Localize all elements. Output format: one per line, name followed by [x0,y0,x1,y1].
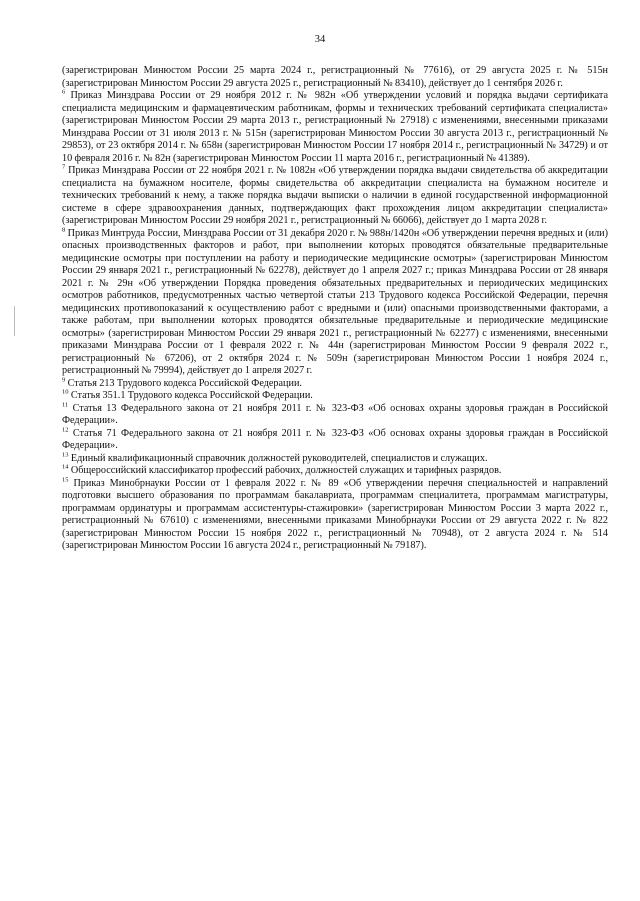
footnote-text: Общероссийский классификатор профессий рабочих, должностей служащих и тарифных разрядов. [70,465,502,476]
footnote-marker: 7 [62,163,66,171]
footnote-13 [62,453,608,466]
footnote-text: Приказ Минобрнауки России от 1 февраля 2022 г. № 89 «Об утверждении перечня специальностей и направлений подготовки высшего образования по программам бакалавриата, программам специалитета, программам магистратуры, программам ординатуры и программам ассистентуры-стажировки» (зарегистрирован Минюстом России 3 марта 2022 г., регистрационный № 67610) с изменениями, внесенными приказами Минобрнауки России от 29 августа 2022 г. № 822 (зарегистрирован Минюстом России 15 ноября 2022 г., регистрационный № 70948), от 2 августа 2024 г. № 514 (зарегистрирован Минюстом России 16 августа 2024 г., регистрационный № 79187). [62,477,608,551]
footnote-11 [62,403,608,428]
footnote-6 [62,90,608,165]
footnote-8 [62,228,608,378]
footnote-marker: 11 [62,401,69,409]
footnote-marker: 13 [62,451,69,459]
footnote-text: Приказ Минтруда России, Минздрава России от 31 декабря 2020 г. № 988н/1420н «Об утверждении перечня вредных и (или) опасных производственных факторов и работ, при выполнении которых проводятся обязательные предварительные медицинские осмотры при поступлении на работу и периодические медицинские осмотры» (зарегистрирован Минюстом России 29 января 2021 г., регистрационный № 62278), действует до 1 апреля 2027 г.; приказ Минздрава России от 28 января 2021 г. № 29н «Об утверждении Порядка проведения обязательных предварительных и периодических медицинских осмотров работников, предусмотренных частью четвертой статьи 213 Трудового кодекса Российской Федерации, перечня медицинских противопоказаний к осуществлению работ с вредными и (или) опасными производственными факторами, а также работам, при выполнении которых проводятся обязательные предварительные и периодические медицинские осмотры» (зарегистрирован Минюстом России 29 января 2021 г., регистрационный № 62277) с изменениями, внесенными приказами Минздрава России от 1 февраля 2022 г. № 44н (зарегистрирован Минюстом России 9 февраля 2022 г., регистрационный № 67206), от 2 октября 2024 г. № 509н (зарегистрирован Минюстом России 1 ноября 2024 г., регистрационный № 79994), действует до 1 апреля 2027 г. [62,227,608,376]
page-number: 34 [314,34,326,45]
footnote-14 [62,465,608,478]
footnote-text: Статья 351.1 Трудового кодекса Российской Федерации. [70,390,313,401]
footnote-marker: 12 [62,426,69,434]
footnote-15 [62,478,608,553]
footnote-marker: 15 [62,476,69,484]
footnote-continuation [62,65,608,90]
footnote-text: Приказ Минздрава России от 22 ноября 2021 г. № 1082н «Об утверждении порядка выдачи свидетельства об аккредитации специалиста на бумажном носителе, формы свидетельства об аккредитации специалиста на бумажном носителе и технических требований к нему, а также порядка выдачи выписки о наличии в единой государственной информационной системе в сфере здравоохранения данных, подтверждающих факт прохождения лицом аккредитации специалиста» (зарегистрирован Минюстом России 29 ноября 2021 г., регистрационный № 66066), действует до 1 марта 2028 г. [62,165,608,226]
footnote-text: Статья 13 Федерального закона от 21 ноября 2011 г. № 323-ФЗ «Об основах охраны здоровья граждан в Российской Федерации». [62,402,608,426]
footnote-marker: 10 [62,388,69,396]
footnote-7 [62,165,608,228]
footnotes-block [62,65,608,553]
footnote-marker: 9 [62,376,66,384]
scan-artifact [14,306,15,336]
footnote-12 [62,428,608,453]
footnote-text: Статья 71 Федерального закона от 21 ноября 2011 г. № 323-ФЗ «Об основах охраны здоровья граждан в Российской Федерации». [62,427,608,451]
footnote-9 [62,378,608,391]
footnote-marker: 8 [62,226,66,234]
footnote-10 [62,390,608,403]
footnote-text: (зарегистрирован Минюстом России 25 марта 2024 г., регистрационный № 77616), от 29 августа 2025 г. № 515н (зарегистрирован Минюстом России 29 августа 2025 г., регистрационный № 83410), действует до 1 сентября 2026 г. [62,65,608,89]
footnote-text: Статья 213 Трудового кодекса Российской Федерации. [67,377,302,389]
footnote-marker: 6 [62,88,66,96]
footnote-text: Единый квалификационный справочник должностей руководителей, специалистов и служащих. [70,452,488,464]
footnote-text: Приказ Минздрава России от 29 ноября 2012 г. № 982н «Об утверждении условий и порядка выдачи сертификата специалиста медицинским и фармацевтическим работникам, формы и технических требований сертификата специалиста» (зарегистрирован Минюстом России 29 марта 2013 г., регистрационный № 27918) с изменениями, внесенными приказами Минздрава России от 31 июля 2013 г. № 515н (зарегистрирован Минюстом России 30 августа 2013 г., регистрационный № 29853), от 23 октября 2014 г. № 658н (зарегистрирован Минюстом России 17 ноября 2014 г., регистрационный № 34729) и от 10 февраля 2016 г. № 82н (зарегистрирован Минюстом России 11 марта 2016 г., регистрационный № 41389). [62,90,608,164]
footnote-marker: 14 [62,463,69,471]
